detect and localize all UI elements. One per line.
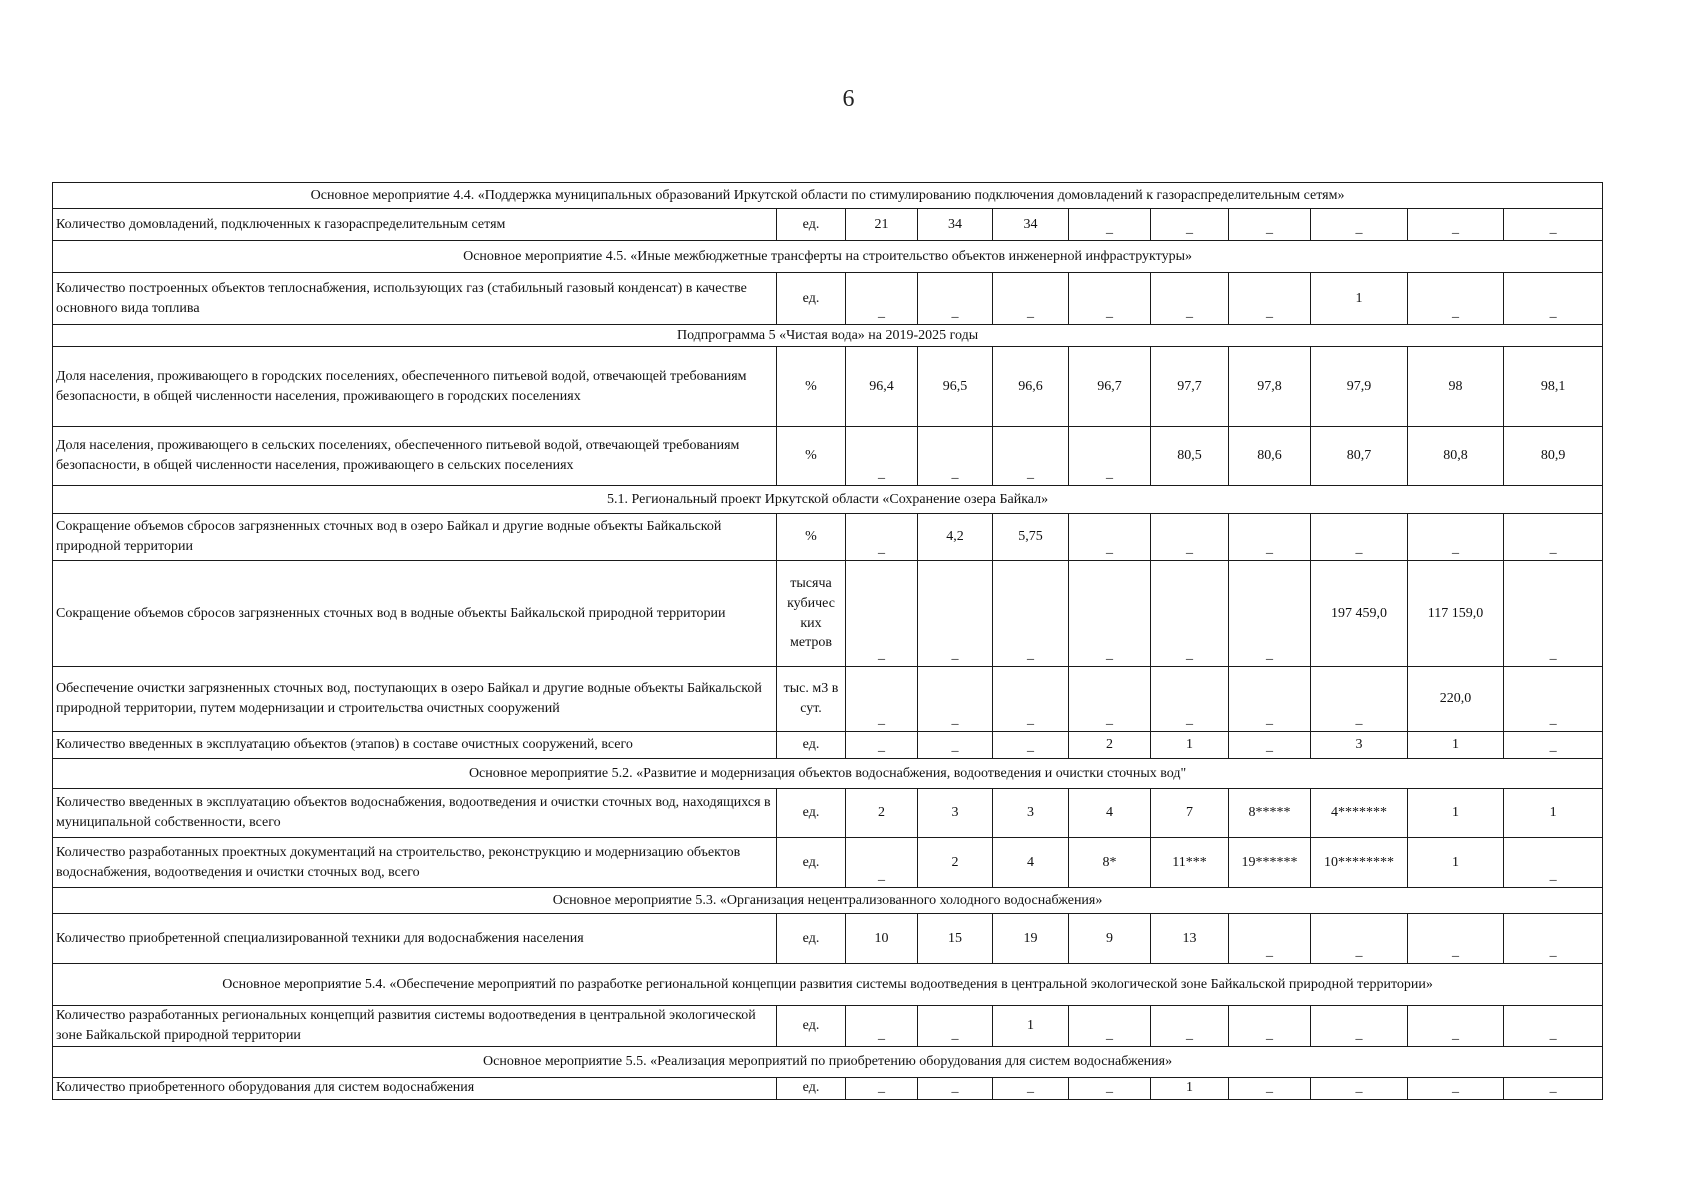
indicator-value: _ xyxy=(1069,667,1151,732)
indicator-value: 3 xyxy=(918,789,993,838)
indicator-unit: % xyxy=(777,347,846,427)
indicator-value: 4 xyxy=(1069,789,1151,838)
indicator-value: 1 xyxy=(1408,838,1504,888)
indicator-value: _ xyxy=(1504,914,1603,964)
indicator-value: 4,2 xyxy=(918,514,993,561)
indicator-value: _ xyxy=(1408,914,1504,964)
indicator-unit: тысяча кубичес ких метров xyxy=(777,561,846,667)
indicator-name: Сокращение объемов сбросов загрязненных сточных вод в водные объекты Байкальской природной территории xyxy=(53,561,777,667)
indicator-name: Сокращение объемов сбросов загрязненных сточных вод в озеро Байкал и другие водные объекты Байкальской природной территории xyxy=(53,514,777,561)
indicator-value: 97,9 xyxy=(1311,347,1408,427)
indicator-value: 96,4 xyxy=(846,347,918,427)
indicator-value: _ xyxy=(1504,732,1603,759)
indicator-value: _ xyxy=(1069,514,1151,561)
indicator-value: _ xyxy=(1408,209,1504,241)
indicator-value: _ xyxy=(1408,273,1504,325)
indicator-value: _ xyxy=(1504,209,1603,241)
indicator-value: _ xyxy=(1311,667,1408,732)
indicator-value: _ xyxy=(1229,1006,1311,1047)
indicator-value: 80,6 xyxy=(1229,427,1311,486)
indicator-unit: ед. xyxy=(777,732,846,759)
indicator-value: 96,5 xyxy=(918,347,993,427)
section-title: Основное мероприятие 4.4. «Поддержка муниципальных образований Иркутской области по стимулированию подключения домовладений к газораспределительным сетям» xyxy=(53,183,1603,209)
indicator-value: _ xyxy=(1069,561,1151,667)
indicator-value: 8***** xyxy=(1229,789,1311,838)
indicator-value: 97,8 xyxy=(1229,347,1311,427)
indicator-value: _ xyxy=(1408,1077,1504,1099)
indicator-name: Количество разработанных проектных документаций на строительство, реконструкцию и модернизацию объектов водоснабжения, водоотведения и очистки сточных вод, всего xyxy=(53,838,777,888)
indicator-value: _ xyxy=(1069,209,1151,241)
table-row xyxy=(53,209,1603,241)
indicator-value: 4 xyxy=(993,838,1069,888)
table-row xyxy=(53,1006,1603,1047)
indicators-table xyxy=(52,182,1603,1100)
indicator-value: 2 xyxy=(1069,732,1151,759)
indicator-value: _ xyxy=(918,1077,993,1099)
section-row xyxy=(53,325,1603,347)
indicator-value: _ xyxy=(1151,1006,1229,1047)
indicator-value: 10******** xyxy=(1311,838,1408,888)
table-row xyxy=(53,273,1603,325)
table-row xyxy=(53,514,1603,561)
indicator-value: 15 xyxy=(918,914,993,964)
indicator-unit: ед. xyxy=(777,1006,846,1047)
indicator-unit: ед. xyxy=(777,1077,846,1099)
indicator-unit: ед. xyxy=(777,209,846,241)
indicator-value: _ xyxy=(993,732,1069,759)
section-row xyxy=(53,486,1603,514)
indicator-value: _ xyxy=(918,732,993,759)
indicator-name: Количество приобретенного оборудования для систем водоснабжения xyxy=(53,1077,777,1099)
indicator-value: _ xyxy=(846,732,918,759)
indicator-value: _ xyxy=(1311,914,1408,964)
indicator-name: Доля населения, проживающего в городских поселениях, обеспеченного питьевой водой, отвечающей требованиям безопасности, в общей численности населения, проживающего в городских поселениях xyxy=(53,347,777,427)
indicator-value: 11*** xyxy=(1151,838,1229,888)
table-row xyxy=(53,1077,1603,1099)
indicator-value: 34 xyxy=(918,209,993,241)
indicator-value: 96,6 xyxy=(993,347,1069,427)
indicator-name: Количество введенных в эксплуатацию объектов (этапов) в составе очистных сооружений, всего xyxy=(53,732,777,759)
indicator-value: _ xyxy=(1229,561,1311,667)
indicator-value: 220,0 xyxy=(1408,667,1504,732)
indicator-value: _ xyxy=(993,273,1069,325)
indicator-value: _ xyxy=(993,667,1069,732)
indicator-value: 97,7 xyxy=(1151,347,1229,427)
section-row xyxy=(53,241,1603,273)
indicator-value: 19 xyxy=(993,914,1069,964)
indicator-value: _ xyxy=(918,427,993,486)
indicator-value: _ xyxy=(1504,1006,1603,1047)
table-row xyxy=(53,732,1603,759)
indicator-value: _ xyxy=(1229,209,1311,241)
indicator-value: _ xyxy=(846,427,918,486)
section-title: 5.1. Региональный проект Иркутской области «Сохранение озера Байкал» xyxy=(53,486,1603,514)
indicator-value: _ xyxy=(846,1077,918,1099)
indicator-value: _ xyxy=(846,514,918,561)
table-row xyxy=(53,347,1603,427)
indicator-unit: ед. xyxy=(777,838,846,888)
indicator-value: _ xyxy=(918,561,993,667)
indicator-value: _ xyxy=(1229,1077,1311,1099)
indicator-value: _ xyxy=(1151,561,1229,667)
indicator-value: 117 159,0 xyxy=(1408,561,1504,667)
indicator-unit: ед. xyxy=(777,273,846,325)
indicator-unit: тыс. м3 в сут. xyxy=(777,667,846,732)
indicator-value: _ xyxy=(1311,209,1408,241)
indicator-value: _ xyxy=(993,561,1069,667)
indicator-value: _ xyxy=(1311,1077,1408,1099)
indicator-value: 1 xyxy=(1504,789,1603,838)
indicator-value: 1 xyxy=(993,1006,1069,1047)
table-row xyxy=(53,789,1603,838)
indicator-value: _ xyxy=(993,427,1069,486)
indicator-value: 13 xyxy=(1151,914,1229,964)
indicator-value: _ xyxy=(1504,273,1603,325)
indicator-value: _ xyxy=(1229,514,1311,561)
section-row xyxy=(53,964,1603,1006)
section-title: Основное мероприятие 5.5. «Реализация мероприятий по приобретению оборудования для систем водоснабжения» xyxy=(53,1046,1603,1077)
indicator-value: _ xyxy=(993,1077,1069,1099)
indicator-value: 34 xyxy=(993,209,1069,241)
indicator-value: 9 xyxy=(1069,914,1151,964)
indicator-name: Доля населения, проживающего в сельских поселениях, обеспеченного питьевой водой, отвечающей требованиям безопасности, в общей численности населения, проживающего в сельских поселениях xyxy=(53,427,777,486)
indicator-value: _ xyxy=(1504,514,1603,561)
indicator-value: 7 xyxy=(1151,789,1229,838)
indicator-value: _ xyxy=(1504,1077,1603,1099)
indicator-value: 80,8 xyxy=(1408,427,1504,486)
indicator-value: 4******* xyxy=(1311,789,1408,838)
indicator-value: _ xyxy=(846,667,918,732)
indicator-value: _ xyxy=(1151,273,1229,325)
section-row xyxy=(53,183,1603,209)
table-row xyxy=(53,914,1603,964)
indicator-value: 2 xyxy=(846,789,918,838)
indicator-value: _ xyxy=(1408,1006,1504,1047)
indicator-value: _ xyxy=(1504,667,1603,732)
indicator-value: 3 xyxy=(1311,732,1408,759)
indicator-unit: % xyxy=(777,427,846,486)
indicator-value: _ xyxy=(1229,273,1311,325)
indicator-value: _ xyxy=(1069,1006,1151,1047)
indicator-value: _ xyxy=(846,561,918,667)
indicator-value: _ xyxy=(1504,561,1603,667)
indicator-name: Обеспечение очистки загрязненных сточных вод, поступающих в озеро Байкал и другие водные объекты Байкальской природной территории, путем модернизации и строительства очистных сооружений xyxy=(53,667,777,732)
indicator-value: 197 459,0 xyxy=(1311,561,1408,667)
section-title: Основное мероприятие 5.2. «Развитие и модернизация объектов водоснабжения, водоотведения и очистки сточных вод" xyxy=(53,759,1603,789)
indicator-value: _ xyxy=(918,273,993,325)
indicator-value: _ xyxy=(1311,1006,1408,1047)
section-row xyxy=(53,759,1603,789)
indicator-value: _ xyxy=(1069,273,1151,325)
indicator-name: Количество введенных в эксплуатацию объектов водоснабжения, водоотведения и очистки сточных вод, находящихся в муниципальной собственности, всего xyxy=(53,789,777,838)
indicator-value: 1 xyxy=(1151,1077,1229,1099)
indicator-unit: ед. xyxy=(777,914,846,964)
indicator-value: 1 xyxy=(1151,732,1229,759)
section-title: Подпрограмма 5 «Чистая вода» на 2019-2025 годы xyxy=(53,325,1603,347)
page-number: 6 xyxy=(842,86,855,112)
indicator-value: _ xyxy=(846,273,918,325)
indicator-value: 1 xyxy=(1408,789,1504,838)
indicator-value: 21 xyxy=(846,209,918,241)
table-row xyxy=(53,667,1603,732)
indicator-name: Количество построенных объектов теплоснабжения, использующих газ (стабильный газовый конденсат) в качестве основного вида топлива xyxy=(53,273,777,325)
indicator-value: _ xyxy=(918,1006,993,1047)
indicator-value: _ xyxy=(918,667,993,732)
indicator-value: _ xyxy=(846,838,918,888)
indicator-value: 80,9 xyxy=(1504,427,1603,486)
indicator-value: 5,75 xyxy=(993,514,1069,561)
section-title: Основное мероприятие 5.3. «Организация нецентрализованного холодного водоснабжения» xyxy=(53,888,1603,914)
indicator-value: _ xyxy=(1408,514,1504,561)
table-row xyxy=(53,427,1603,486)
indicator-unit: % xyxy=(777,514,846,561)
indicator-value: 80,5 xyxy=(1151,427,1229,486)
table-row xyxy=(53,561,1603,667)
indicator-value: _ xyxy=(1069,1077,1151,1099)
indicator-value: 1 xyxy=(1311,273,1408,325)
section-title: Основное мероприятие 5.4. «Обеспечение мероприятий по разработке региональной концепции развития системы водоотведения в центральной экологической зоне Байкальской природной территории» xyxy=(53,964,1603,1006)
indicator-value: 8* xyxy=(1069,838,1151,888)
indicator-value: _ xyxy=(1229,667,1311,732)
section-row xyxy=(53,1046,1603,1077)
indicator-value: _ xyxy=(1151,667,1229,732)
section-row xyxy=(53,888,1603,914)
indicator-value: _ xyxy=(846,1006,918,1047)
indicator-value: _ xyxy=(1229,732,1311,759)
indicator-value: 10 xyxy=(846,914,918,964)
indicator-value: _ xyxy=(1151,514,1229,561)
indicator-value: _ xyxy=(1069,427,1151,486)
indicator-name: Количество приобретенной специализированной техники для водоснабжения населения xyxy=(53,914,777,964)
indicator-value: 2 xyxy=(918,838,993,888)
indicator-unit: ед. xyxy=(777,789,846,838)
indicator-value: _ xyxy=(1229,914,1311,964)
indicator-name: Количество разработанных региональных концепций развития системы водоотведения в центральной экологической зоне Байкальской природной территории xyxy=(53,1006,777,1047)
indicator-name: Количество домовладений, подключенных к газораспределительным сетям xyxy=(53,209,777,241)
indicator-value: _ xyxy=(1151,209,1229,241)
indicator-value: 3 xyxy=(993,789,1069,838)
indicator-value: 98,1 xyxy=(1504,347,1603,427)
indicator-value: _ xyxy=(1311,514,1408,561)
indicator-value: 98 xyxy=(1408,347,1504,427)
indicator-value: 96,7 xyxy=(1069,347,1151,427)
indicator-value: 1 xyxy=(1408,732,1504,759)
section-title: Основное мероприятие 4.5. «Иные межбюджетные трансферты на строительство объектов инженерной инфраструктуры» xyxy=(53,241,1603,273)
indicator-value: 80,7 xyxy=(1311,427,1408,486)
indicator-value: 19****** xyxy=(1229,838,1311,888)
indicator-value: _ xyxy=(1504,838,1603,888)
table-row xyxy=(53,838,1603,888)
